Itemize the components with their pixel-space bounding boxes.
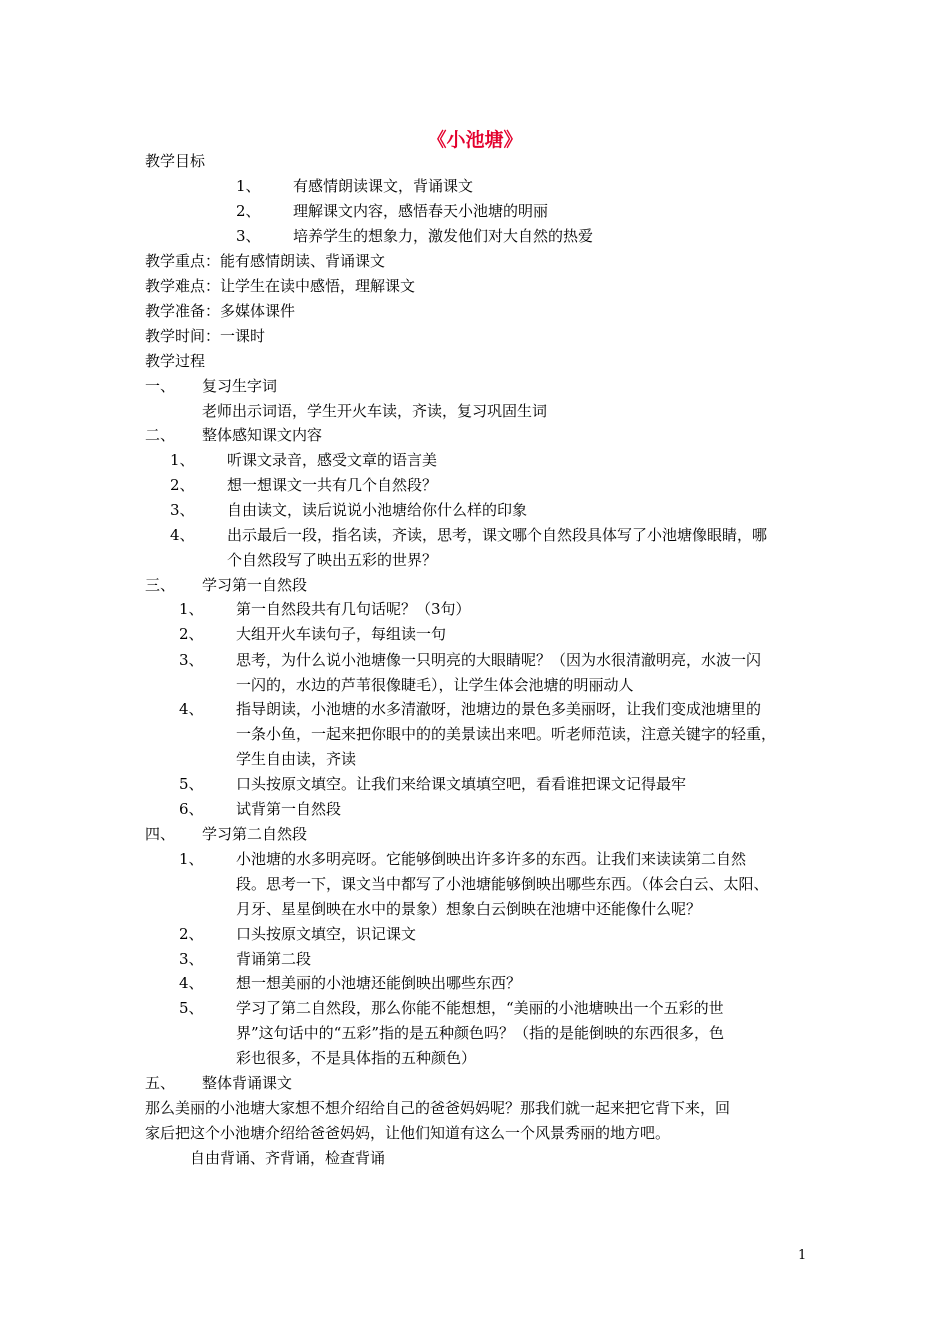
item-text: 一闪的，水边的芦苇很像睫毛），让学生体会池塘的明丽动人 [236, 676, 634, 694]
item-text: 出示最后一段，指名读，齐读，思考，课文哪个自然段具体写了小池塘像眼睛，哪 [227, 526, 768, 544]
section-number: 二、 [145, 426, 176, 444]
section-title: 学习第一自然段 [202, 576, 308, 594]
closing-line: 自由背诵、齐背诵，检查背诵 [190, 1149, 386, 1167]
page-number: 1 [798, 1248, 807, 1263]
item-number: 2、 [179, 925, 204, 943]
item-number: 1、 [179, 600, 204, 618]
item-text: 段。思考一下，课文当中都写了小池塘能够倒映出哪些东西。（体会白云、太阳、 [236, 875, 769, 893]
paragraph-line: 家后把这个小池塘介绍给爸爸妈妈，让他们知道有这么一个风景秀丽的地方吧。 [145, 1124, 671, 1142]
section-number: 五、 [145, 1074, 176, 1092]
goal-text: 培养学生的想象力，激发他们对大自然的热爱 [293, 227, 594, 245]
paragraph-line: 那么美丽的小池塘大家想不想介绍给自己的爸爸妈妈呢？那我们就一起来把它背下来，回 [145, 1099, 731, 1117]
item-number: 2、 [170, 476, 195, 494]
page-title: 《小池塘》 [427, 129, 523, 151]
item-text: 第一自然段共有几句话呢？（3句） [236, 600, 471, 618]
item-number: 4、 [179, 700, 204, 718]
item-text: 学习了第二自然段，那么你能不能想想，“美丽的小池塘映出一个五彩的世 [236, 999, 724, 1017]
item-text: 指导朗读，小池塘的水多清澈呀，池塘边的景色多美丽呀，让我们变成池塘里的 [236, 700, 762, 718]
item-text: 想一想美丽的小池塘还能倒映出哪些东西？ [236, 974, 522, 992]
meta-line: 教学时间：一课时 [145, 327, 266, 345]
item-text: 口头按原文填空。让我们来给课文填填空吧，看看谁把课文记得最牢 [236, 775, 687, 793]
item-number: 5、 [179, 775, 204, 793]
item-text: 一条小鱼，一起来把你眼中的的美景读出来吧。听老师范读，注意关键字的轻重， [236, 725, 777, 743]
section-title: 整体感知课文内容 [202, 426, 323, 444]
item-text: 大组开火车读句子，每组读一句 [236, 625, 447, 643]
section-number: 一、 [145, 377, 176, 395]
item-number: 3、 [179, 651, 204, 669]
item-number: 3、 [179, 950, 204, 968]
item-text: 口头按原文填空，识记课文 [236, 925, 417, 943]
item-text: 听课文录音，感受文章的语言美 [227, 451, 438, 469]
section-title: 复习生字词 [202, 377, 278, 395]
section-number: 三、 [145, 576, 176, 594]
item-text: 月牙、星星倒映在水中的景象）想象白云倒映在池塘中还能像什么呢？ [236, 900, 702, 918]
item-number: 6、 [179, 800, 204, 818]
item-text: 界”这句话中的“五彩”指的是五种颜色吗？（指的是能倒映的东西很多，色 [236, 1024, 725, 1042]
item-text: 试背第一自然段 [236, 800, 342, 818]
item-text: 个自然段写了映出五彩的世界？ [227, 551, 438, 569]
section-number: 四、 [145, 825, 176, 843]
goal-number: 2、 [236, 202, 261, 220]
item-text: 背诵第二段 [236, 950, 312, 968]
goal-text: 理解课文内容，感悟春天小池塘的明丽 [293, 202, 549, 220]
goal-text: 有感情朗读课文，背诵课文 [293, 177, 474, 195]
meta-line: 教学准备：多媒体课件 [145, 302, 296, 320]
item-number: 2、 [179, 625, 204, 643]
goals-heading: 教学目标 [145, 152, 206, 170]
goal-number: 1、 [236, 177, 261, 195]
item-text: 自由读文，读后说说小池塘给你什么样的印象 [227, 501, 528, 519]
item-text: 小池塘的水多明亮呀。它能够倒映出许多许多的东西。让我们来读读第二自然 [236, 850, 747, 868]
item-number: 4、 [170, 526, 195, 544]
section-body: 老师出示词语，学生开火车读，齐读，复习巩固生词 [202, 402, 548, 420]
item-text: 学生自由读，齐读 [236, 750, 357, 768]
item-text: 想一想课文一共有几个自然段？ [227, 476, 438, 494]
item-number: 1、 [170, 451, 195, 469]
goal-number: 3、 [236, 227, 261, 245]
item-number: 1、 [179, 850, 204, 868]
item-text: 彩也很多，不是具体指的五种颜色） [236, 1049, 477, 1067]
section-title: 整体背诵课文 [202, 1074, 293, 1092]
item-number: 4、 [179, 974, 204, 992]
item-number: 3、 [170, 501, 195, 519]
item-text: 思考，为什么说小池塘像一只明亮的大眼睛呢？（因为水很清澈明亮，水波一闪 [236, 651, 762, 669]
meta-line: 教学难点：让学生在读中感悟，理解课文 [145, 277, 416, 295]
section-title: 学习第二自然段 [202, 825, 308, 843]
meta-line: 教学重点：能有感情朗读、背诵课文 [145, 252, 386, 270]
item-number: 5、 [179, 999, 204, 1017]
process-heading: 教学过程 [145, 352, 206, 370]
